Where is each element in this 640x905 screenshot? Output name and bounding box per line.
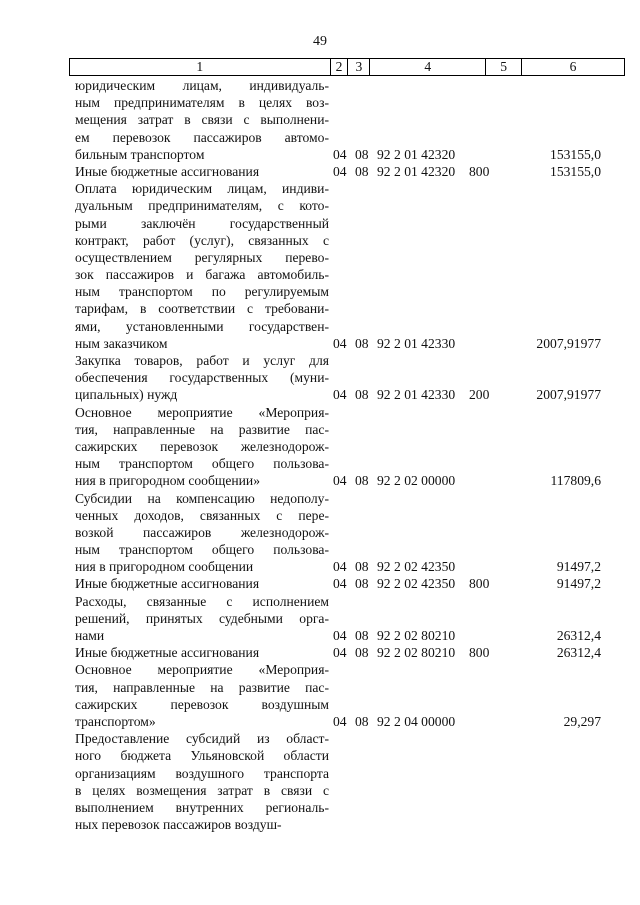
row-description [69, 404, 329, 490]
table-row [69, 490, 625, 576]
row-description [69, 644, 329, 661]
subsection-code: 08 [355, 713, 369, 729]
description-line: тия, направленные на развитие пас- [75, 421, 329, 437]
header-col-6: 6 [569, 59, 577, 74]
row-description [69, 490, 329, 576]
expense-type-code: 800 [469, 163, 490, 179]
description-line: Расходы, связанные с исполнением [75, 593, 329, 609]
description-line: Иные бюджетные ассигнования [75, 163, 260, 179]
table-row [69, 575, 625, 592]
expense-type-code: 800 [469, 645, 490, 661]
subsection-code: 08 [355, 473, 369, 489]
section-code: 04 [333, 387, 347, 403]
section-code: 04 [333, 713, 347, 729]
description-line: Иные бюджетные ассигнования [75, 576, 260, 592]
section-code: 04 [333, 335, 347, 351]
row-amount: 2007,91977 [536, 387, 601, 403]
target-article-code: 92 2 01 42320 [377, 163, 456, 179]
subsection-code: 08 [355, 163, 369, 179]
description-line: ями, установленными государствен- [75, 318, 329, 334]
description-line: ным транспортом общего пользова- [75, 542, 329, 558]
target-article-code: 92 2 02 42350 [377, 559, 456, 575]
table-row [69, 730, 625, 833]
row-description [69, 352, 329, 404]
description-line: Основное мероприятие «Мероприя- [75, 662, 329, 678]
table-row [69, 180, 625, 352]
description-line: ных перевозок пассажиров воздуш- [75, 817, 282, 833]
description-line: ным транспортом общего пользова- [75, 456, 329, 472]
target-article-code: 92 2 02 80210 [377, 645, 456, 661]
subsection-code: 08 [355, 559, 369, 575]
subsection-code: 08 [355, 335, 369, 351]
row-amount: 2007,91977 [536, 335, 601, 351]
header-col-3: 3 [348, 59, 370, 75]
table-row [69, 644, 625, 661]
header-col-2: 2 [331, 59, 349, 75]
description-line: Предоставление субсидий из област- [75, 731, 329, 747]
description-line: юридическим лицам, индивидуаль- [75, 78, 329, 93]
section-code: 04 [333, 146, 347, 162]
description-line: Основное мероприятие «Мероприя- [75, 404, 329, 420]
description-line: мещения затрат в связи с выполнени- [75, 112, 329, 128]
target-article-code: 92 2 02 42350 [377, 576, 456, 592]
budget-table [69, 77, 625, 833]
description-line: осуществлением регулярных перево- [75, 249, 329, 265]
description-line: тия, направленные на развитие пас- [75, 679, 329, 695]
description-line: ния в пригородном сообщении» [75, 473, 260, 489]
target-article-code: 92 2 01 42320 [377, 146, 456, 162]
table-row [69, 593, 625, 645]
target-article-code: 92 2 01 42330 [377, 387, 456, 403]
table-row [69, 163, 625, 180]
description-line: Закупка товаров, работ и услуг для [75, 353, 329, 368]
description-line: ным транспортом по регулируемым [75, 284, 329, 300]
table-row [69, 661, 625, 730]
description-line: транспортом» [75, 713, 156, 729]
description-line: в целях возмещения затрат в связи с [75, 782, 329, 798]
target-article-code: 92 2 04 00000 [377, 713, 456, 729]
section-code: 04 [333, 645, 347, 661]
description-line: зок пассажиров и багажа автомобиль- [75, 267, 329, 283]
description-line: нами [75, 628, 105, 643]
row-amount: 153155,0 [550, 163, 601, 179]
row-description [69, 180, 329, 352]
section-code: 04 [333, 628, 347, 643]
section-code: 04 [333, 163, 347, 179]
description-line: организациям воздушного транспорта [75, 765, 329, 781]
description-line: Оплата юридическим лицам, индиви- [75, 181, 329, 197]
row-description [69, 575, 329, 592]
description-line: сажирских перевозок железнодорож- [75, 438, 329, 454]
description-line: ния в пригородном сообщении [75, 559, 254, 575]
expense-type-code: 800 [469, 576, 490, 592]
table-row [69, 77, 625, 163]
row-amount: 29,297 [563, 713, 601, 729]
description-line: тарифам, в соответствии с требовани- [75, 301, 329, 317]
description-line: возкой пассажиров железнодорож- [75, 524, 329, 540]
row-amount: 26312,4 [556, 645, 601, 661]
table-header [69, 58, 625, 76]
description-line: дуальным предпринимателям, с кото- [75, 198, 329, 214]
table-row [69, 352, 625, 404]
row-description [69, 163, 329, 180]
row-amount: 91497,2 [556, 559, 601, 575]
row-amount: 91497,2 [556, 576, 601, 592]
description-line: ем перевозок пассажиров автомо- [75, 129, 329, 145]
target-article-code: 92 2 02 00000 [377, 473, 456, 489]
description-line: ного бюджета Ульяновской области [75, 748, 329, 764]
header-col-5: 5 [486, 59, 522, 75]
header-col-4: 4 [370, 59, 486, 75]
description-line: бильным транспортом [75, 146, 205, 162]
description-line: ным заказчиком [75, 335, 168, 351]
description-line: Субсидии на компенсацию недополу- [75, 490, 329, 506]
section-code: 04 [333, 473, 347, 489]
row-description [69, 661, 329, 730]
subsection-code: 08 [355, 387, 369, 403]
row-description [69, 730, 329, 833]
target-article-code: 92 2 01 42330 [377, 335, 456, 351]
description-line: решений, принятых судебными орга- [75, 610, 329, 626]
expense-type-code: 200 [469, 387, 490, 403]
header-col-1: 1 [70, 59, 331, 75]
description-line: ченных доходов, связанных с пере- [75, 507, 329, 523]
row-amount: 26312,4 [556, 628, 601, 643]
row-amount: 117809,6 [550, 473, 601, 489]
row-description [69, 77, 329, 163]
subsection-code: 08 [355, 628, 369, 643]
row-description [69, 593, 329, 645]
subsection-code: 08 [355, 146, 369, 162]
table-row [69, 404, 625, 490]
section-code: 04 [333, 576, 347, 592]
target-article-code: 92 2 02 80210 [377, 628, 456, 643]
subsection-code: 08 [355, 645, 369, 661]
description-line: ным предпринимателям в целях воз- [75, 95, 329, 111]
subsection-code: 08 [355, 576, 369, 592]
description-line: рыми заключён государственный [75, 215, 329, 231]
description-line: сажирских перевозок воздушным [75, 696, 329, 712]
description-line: обеспечения государственных (муни- [75, 370, 329, 386]
section-code: 04 [333, 559, 347, 575]
description-line: ципальных) нужд [75, 387, 178, 403]
description-line: Иные бюджетные ассигнования [75, 645, 260, 661]
description-line: контракт, работ (услуг), связанных с [75, 232, 329, 248]
description-line: выполнением внутренних региональ- [75, 799, 329, 815]
row-amount: 153155,0 [550, 146, 601, 162]
page-number: 49 [313, 34, 327, 49]
